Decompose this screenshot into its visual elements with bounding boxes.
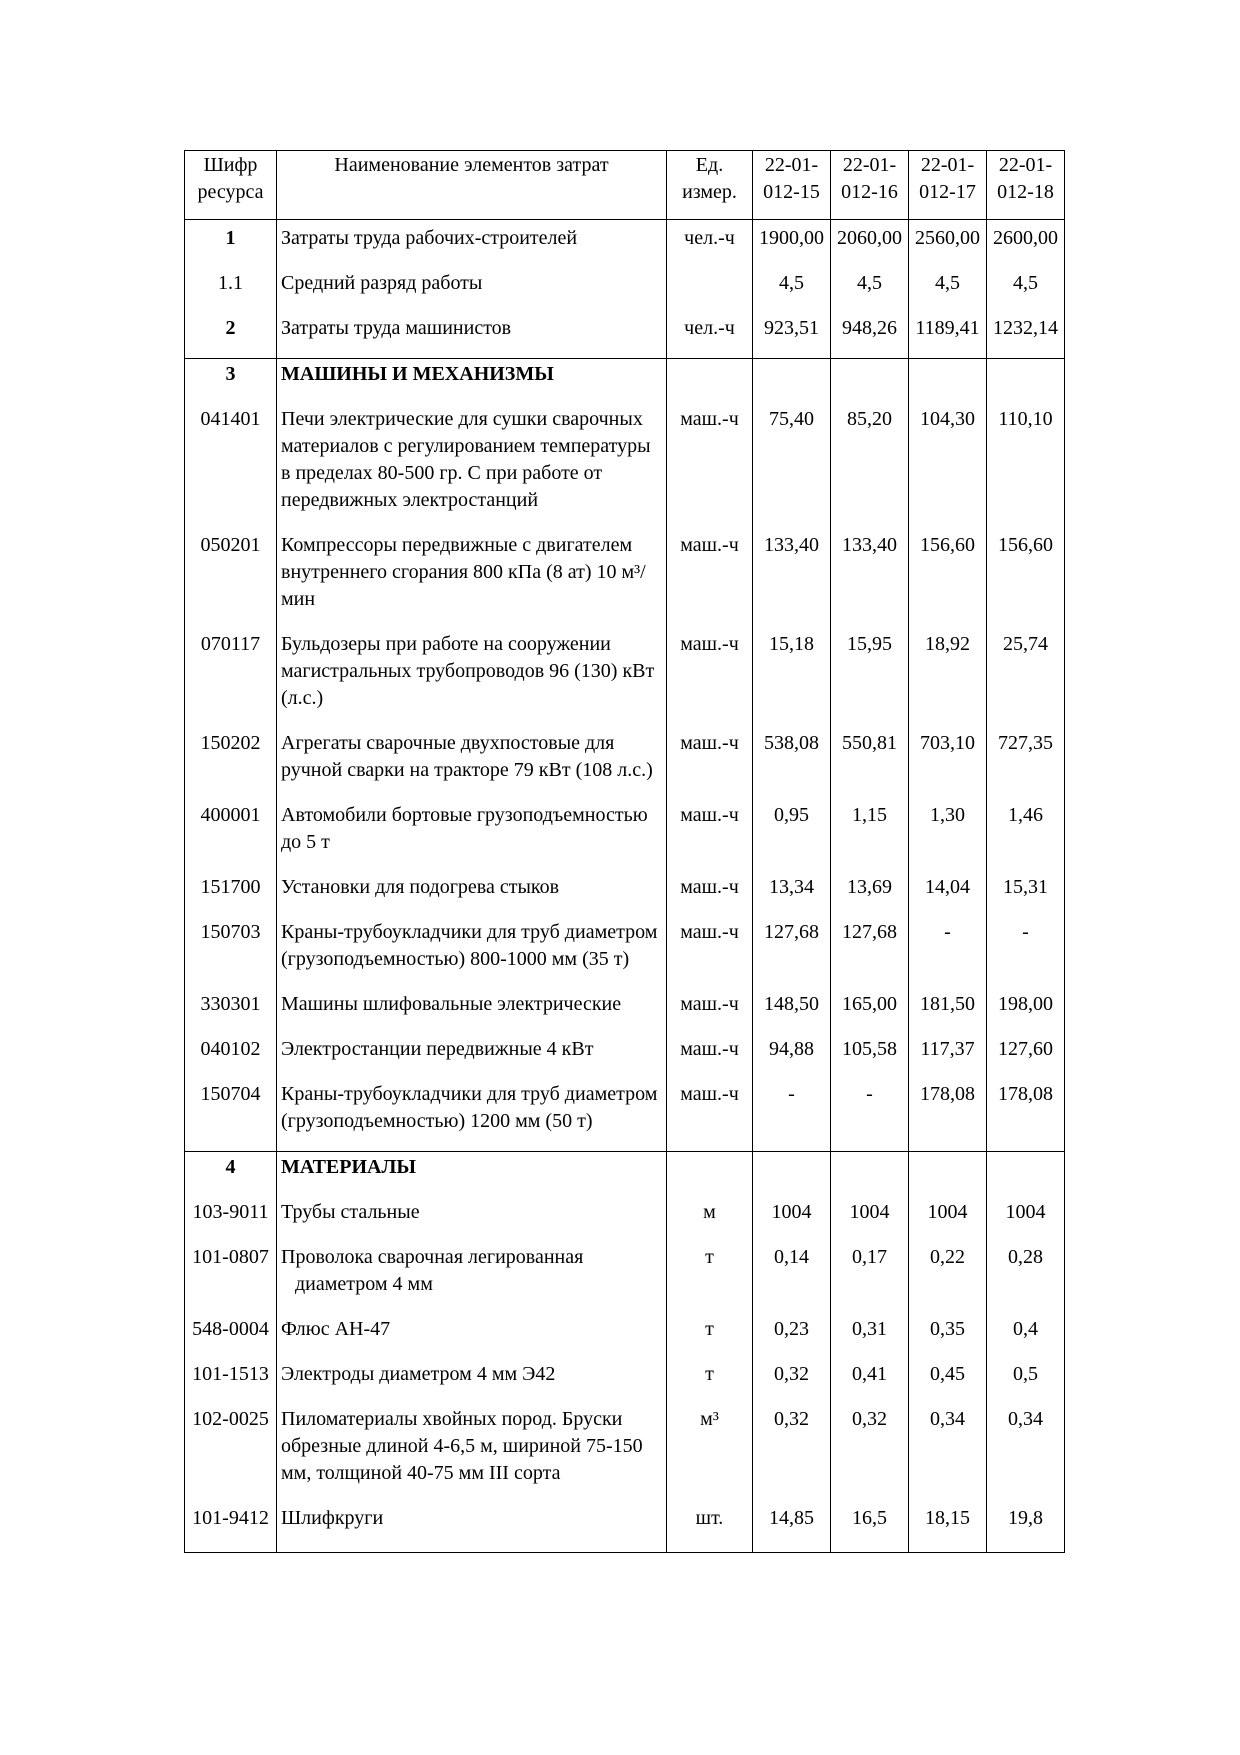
row-value-col-4: 19,8 bbox=[987, 1503, 1065, 1553]
row-code: 330301 bbox=[185, 989, 277, 1034]
row-unit: маш.-ч bbox=[667, 1079, 753, 1152]
row-unit: м³ bbox=[667, 1404, 753, 1503]
row-name bbox=[277, 1079, 667, 1152]
row-unit bbox=[667, 268, 753, 313]
row-value-col-1: 0,14 bbox=[753, 1242, 831, 1314]
resource-table bbox=[184, 150, 1065, 1553]
row-unit bbox=[667, 1152, 753, 1198]
row-value-col-4: 110,10 bbox=[987, 404, 1065, 530]
row-value-col-4: 2600,00 bbox=[987, 220, 1065, 269]
row-name-text: МАТЕРИАЛЫ bbox=[281, 1156, 416, 1178]
row-value-col-3 bbox=[909, 1152, 987, 1198]
row-name bbox=[277, 1359, 667, 1404]
row-unit: маш.-ч bbox=[667, 872, 753, 917]
row-name-text: Краны-трубоукладчики для труб диаметром (грузоподъемностью) 800-1000 мм (35 т) bbox=[281, 921, 658, 970]
row-name-text: Шлифкруги bbox=[281, 1507, 384, 1529]
row-code: 150704 bbox=[185, 1079, 277, 1152]
row-value-col-3: 703,10 bbox=[909, 728, 987, 800]
row-name bbox=[277, 1152, 667, 1198]
row-code: 1 bbox=[185, 220, 277, 269]
table-row bbox=[185, 629, 1065, 728]
row-value-col-3: 0,35 bbox=[909, 1314, 987, 1359]
table-row bbox=[185, 1242, 1065, 1314]
row-value-col-1: 75,40 bbox=[753, 404, 831, 530]
row-code: 041401 bbox=[185, 404, 277, 530]
table-row bbox=[185, 268, 1065, 313]
row-name bbox=[277, 629, 667, 728]
row-value-col-3: 18,92 bbox=[909, 629, 987, 728]
row-code: 101-0807 bbox=[185, 1242, 277, 1314]
row-unit: чел.-ч bbox=[667, 313, 753, 359]
row-value-col-2: 1004 bbox=[831, 1197, 909, 1242]
row-value-col-1: 538,08 bbox=[753, 728, 831, 800]
row-name-text: Краны-трубоукладчики для труб диаметром (грузоподъемностью) 1200 мм (50 т) bbox=[281, 1083, 658, 1132]
row-value-col-3: 0,22 bbox=[909, 1242, 987, 1314]
row-name bbox=[277, 1242, 667, 1314]
header-col-4: 22-01-012-18 bbox=[987, 151, 1065, 220]
row-value-col-2: - bbox=[831, 1079, 909, 1152]
row-value-col-4: 156,60 bbox=[987, 530, 1065, 629]
row-unit: маш.-ч bbox=[667, 530, 753, 629]
row-name bbox=[277, 800, 667, 872]
row-unit: чел.-ч bbox=[667, 220, 753, 269]
header-col-1: 22-01-012-15 bbox=[753, 151, 831, 220]
row-code: 101-9412 bbox=[185, 1503, 277, 1553]
row-value-col-1: 923,51 bbox=[753, 313, 831, 359]
row-unit: маш.-ч bbox=[667, 917, 753, 989]
row-code: 150202 bbox=[185, 728, 277, 800]
row-name-text: Машины шлифовальные электрические bbox=[281, 993, 622, 1015]
table-row bbox=[185, 917, 1065, 989]
row-value-col-4: 1004 bbox=[987, 1197, 1065, 1242]
row-code: 3 bbox=[185, 359, 277, 405]
row-value-col-1: 133,40 bbox=[753, 530, 831, 629]
row-name-text: Затраты труда рабочих-строителей bbox=[281, 227, 578, 249]
header-code: Шифр ресурса bbox=[185, 151, 277, 220]
row-value-col-3: 2560,00 bbox=[909, 220, 987, 269]
header-name: Наименование элементов затрат bbox=[277, 151, 667, 220]
row-value-col-4: 0,28 bbox=[987, 1242, 1065, 1314]
row-value-col-1: 4,5 bbox=[753, 268, 831, 313]
row-unit: м bbox=[667, 1197, 753, 1242]
row-value-col-1: 13,34 bbox=[753, 872, 831, 917]
row-unit: маш.-ч bbox=[667, 404, 753, 530]
row-name-text: Средний разряд работы bbox=[281, 272, 483, 294]
row-value-col-4: 15,31 bbox=[987, 872, 1065, 917]
row-name bbox=[277, 313, 667, 359]
row-code: 2 bbox=[185, 313, 277, 359]
row-name bbox=[277, 1404, 667, 1503]
row-name bbox=[277, 530, 667, 629]
row-unit: маш.-ч bbox=[667, 1034, 753, 1079]
row-value-col-2: 550,81 bbox=[831, 728, 909, 800]
row-name bbox=[277, 220, 667, 269]
row-value-col-4: 4,5 bbox=[987, 268, 1065, 313]
table-row bbox=[185, 1034, 1065, 1079]
row-value-col-4: 0,5 bbox=[987, 1359, 1065, 1404]
table-body bbox=[185, 220, 1065, 1553]
row-value-col-2: 0,41 bbox=[831, 1359, 909, 1404]
table-row bbox=[185, 872, 1065, 917]
row-name-text: Агрегаты сварочные двухпостовые для ручной сварки на тракторе 79 кВт (108 л.с.) bbox=[281, 732, 653, 781]
row-name-text: Печи электрические для сушки сварочных материалов с регулированием температуры в пределах 80-500 гр. С при работе от передвижных электростанций bbox=[281, 408, 651, 511]
row-code: 150703 bbox=[185, 917, 277, 989]
row-name-text: Трубы стальные bbox=[281, 1201, 420, 1223]
row-value-col-2: 133,40 bbox=[831, 530, 909, 629]
table-row bbox=[185, 1197, 1065, 1242]
row-name-text: Затраты труда машинистов bbox=[281, 317, 512, 339]
row-value-col-2: 1,15 bbox=[831, 800, 909, 872]
row-value-col-3: 4,5 bbox=[909, 268, 987, 313]
row-unit: шт. bbox=[667, 1503, 753, 1553]
row-code: 400001 bbox=[185, 800, 277, 872]
row-name-text: Автомобили бортовые грузоподъемностью до 5 т bbox=[281, 804, 648, 853]
row-name bbox=[277, 1503, 667, 1553]
row-name bbox=[277, 989, 667, 1034]
row-unit: т bbox=[667, 1314, 753, 1359]
row-value-col-3: 104,30 bbox=[909, 404, 987, 530]
row-value-col-4: 127,60 bbox=[987, 1034, 1065, 1079]
row-value-col-1 bbox=[753, 359, 831, 405]
row-value-col-1 bbox=[753, 1152, 831, 1198]
row-value-col-3: 1004 bbox=[909, 1197, 987, 1242]
row-name bbox=[277, 1197, 667, 1242]
table-row bbox=[185, 530, 1065, 629]
row-value-col-4: 1,46 bbox=[987, 800, 1065, 872]
row-value-col-4: 178,08 bbox=[987, 1079, 1065, 1152]
row-code: 1.1 bbox=[185, 268, 277, 313]
row-value-col-2: 127,68 bbox=[831, 917, 909, 989]
row-value-col-4: 727,35 bbox=[987, 728, 1065, 800]
row-unit: т bbox=[667, 1242, 753, 1314]
row-name bbox=[277, 268, 667, 313]
row-name-text: Установки для подогрева стыков bbox=[281, 876, 560, 898]
table-row bbox=[185, 220, 1065, 269]
row-code: 548-0004 bbox=[185, 1314, 277, 1359]
row-unit bbox=[667, 359, 753, 405]
row-unit: маш.-ч bbox=[667, 728, 753, 800]
row-value-col-1: 0,23 bbox=[753, 1314, 831, 1359]
section-row bbox=[185, 1152, 1065, 1198]
row-value-col-3: 117,37 bbox=[909, 1034, 987, 1079]
table-row bbox=[185, 313, 1065, 359]
row-value-col-2: 0,17 bbox=[831, 1242, 909, 1314]
table-row bbox=[185, 989, 1065, 1034]
row-name bbox=[277, 728, 667, 800]
row-value-col-2: 948,26 bbox=[831, 313, 909, 359]
row-name-text: Компрессоры передвижные с двигателем внутреннего сгорания 800 кПа (8 ат) 10 м³/мин bbox=[281, 534, 646, 610]
row-name-text: Электроды диаметром 4 мм Э42 bbox=[281, 1363, 556, 1385]
row-code: 101-1513 bbox=[185, 1359, 277, 1404]
row-value-col-1: 0,32 bbox=[753, 1404, 831, 1503]
row-name bbox=[277, 872, 667, 917]
table-row bbox=[185, 404, 1065, 530]
row-unit: т bbox=[667, 1359, 753, 1404]
row-value-col-1: - bbox=[753, 1079, 831, 1152]
row-value-col-4: 198,00 bbox=[987, 989, 1065, 1034]
row-value-col-1: 0,32 bbox=[753, 1359, 831, 1404]
row-name-text: Проволока сварочная легированная bbox=[281, 1246, 584, 1268]
row-name-text: Электростанции передвижные 4 кВт bbox=[281, 1038, 594, 1060]
row-name bbox=[277, 404, 667, 530]
row-name bbox=[277, 1034, 667, 1079]
row-code: 070117 bbox=[185, 629, 277, 728]
row-value-col-3: 1189,41 bbox=[909, 313, 987, 359]
row-value-col-4 bbox=[987, 359, 1065, 405]
row-unit: маш.-ч bbox=[667, 989, 753, 1034]
table-header-row bbox=[185, 151, 1065, 220]
row-value-col-1: 1004 bbox=[753, 1197, 831, 1242]
row-value-col-2: 0,31 bbox=[831, 1314, 909, 1359]
header-unit: Ед. измер. bbox=[667, 151, 753, 220]
table-row bbox=[185, 1314, 1065, 1359]
row-value-col-2: 4,5 bbox=[831, 268, 909, 313]
row-value-col-4: - bbox=[987, 917, 1065, 989]
row-value-col-1: 14,85 bbox=[753, 1503, 831, 1553]
row-value-col-1: 94,88 bbox=[753, 1034, 831, 1079]
row-value-col-2: 16,5 bbox=[831, 1503, 909, 1553]
row-code: 103-9011 bbox=[185, 1197, 277, 1242]
row-value-col-2: 15,95 bbox=[831, 629, 909, 728]
row-value-col-4 bbox=[987, 1152, 1065, 1198]
table-row bbox=[185, 1359, 1065, 1404]
row-name-continuation: диаметром 4 мм bbox=[295, 1273, 433, 1295]
row-value-col-3: 181,50 bbox=[909, 989, 987, 1034]
row-name-text: МАШИНЫ И МЕХАНИЗМЫ bbox=[281, 363, 554, 385]
row-value-col-4: 0,34 bbox=[987, 1404, 1065, 1503]
row-value-col-1: 127,68 bbox=[753, 917, 831, 989]
row-value-col-2: 105,58 bbox=[831, 1034, 909, 1079]
row-unit: маш.-ч bbox=[667, 629, 753, 728]
row-value-col-2: 85,20 bbox=[831, 404, 909, 530]
row-name-text: Флюс АН-47 bbox=[281, 1318, 391, 1340]
row-name-text: Бульдозеры при работе на сооружении магистральных трубопроводов 96 (130) кВт (л.с.) bbox=[281, 633, 655, 709]
row-name-text: Пиломатериалы хвойных пород. Бруски обрезные длиной 4-6,5 м, шириной 75-150 мм, толщиной 40-75 мм III сорта bbox=[281, 1408, 643, 1484]
row-value-col-4: 25,74 bbox=[987, 629, 1065, 728]
row-value-col-3: 178,08 bbox=[909, 1079, 987, 1152]
header-col-3: 22-01-012-17 bbox=[909, 151, 987, 220]
section-row bbox=[185, 359, 1065, 405]
row-value-col-3: 14,04 bbox=[909, 872, 987, 917]
row-value-col-3: 18,15 bbox=[909, 1503, 987, 1553]
row-code: 102-0025 bbox=[185, 1404, 277, 1503]
row-value-col-2 bbox=[831, 1152, 909, 1198]
row-value-col-1: 0,95 bbox=[753, 800, 831, 872]
table-row bbox=[185, 800, 1065, 872]
table-row bbox=[185, 1079, 1065, 1152]
row-value-col-2 bbox=[831, 359, 909, 405]
row-value-col-3: 0,45 bbox=[909, 1359, 987, 1404]
header-col-2: 22-01-012-16 bbox=[831, 151, 909, 220]
row-unit: маш.-ч bbox=[667, 800, 753, 872]
row-value-col-1: 1900,00 bbox=[753, 220, 831, 269]
row-value-col-2: 0,32 bbox=[831, 1404, 909, 1503]
row-code: 040102 bbox=[185, 1034, 277, 1079]
row-value-col-2: 165,00 bbox=[831, 989, 909, 1034]
row-value-col-4: 1232,14 bbox=[987, 313, 1065, 359]
table-row bbox=[185, 1503, 1065, 1553]
row-value-col-1: 15,18 bbox=[753, 629, 831, 728]
table-row bbox=[185, 728, 1065, 800]
row-value-col-4: 0,4 bbox=[987, 1314, 1065, 1359]
row-value-col-3 bbox=[909, 359, 987, 405]
row-code: 151700 bbox=[185, 872, 277, 917]
row-name bbox=[277, 917, 667, 989]
row-value-col-2: 2060,00 bbox=[831, 220, 909, 269]
row-value-col-3: 156,60 bbox=[909, 530, 987, 629]
row-name bbox=[277, 1314, 667, 1359]
table-row bbox=[185, 1404, 1065, 1503]
row-code: 050201 bbox=[185, 530, 277, 629]
row-value-col-2: 13,69 bbox=[831, 872, 909, 917]
row-value-col-3: 1,30 bbox=[909, 800, 987, 872]
row-name bbox=[277, 359, 667, 405]
row-value-col-1: 148,50 bbox=[753, 989, 831, 1034]
row-value-col-3: - bbox=[909, 917, 987, 989]
row-code: 4 bbox=[185, 1152, 277, 1198]
row-value-col-3: 0,34 bbox=[909, 1404, 987, 1503]
